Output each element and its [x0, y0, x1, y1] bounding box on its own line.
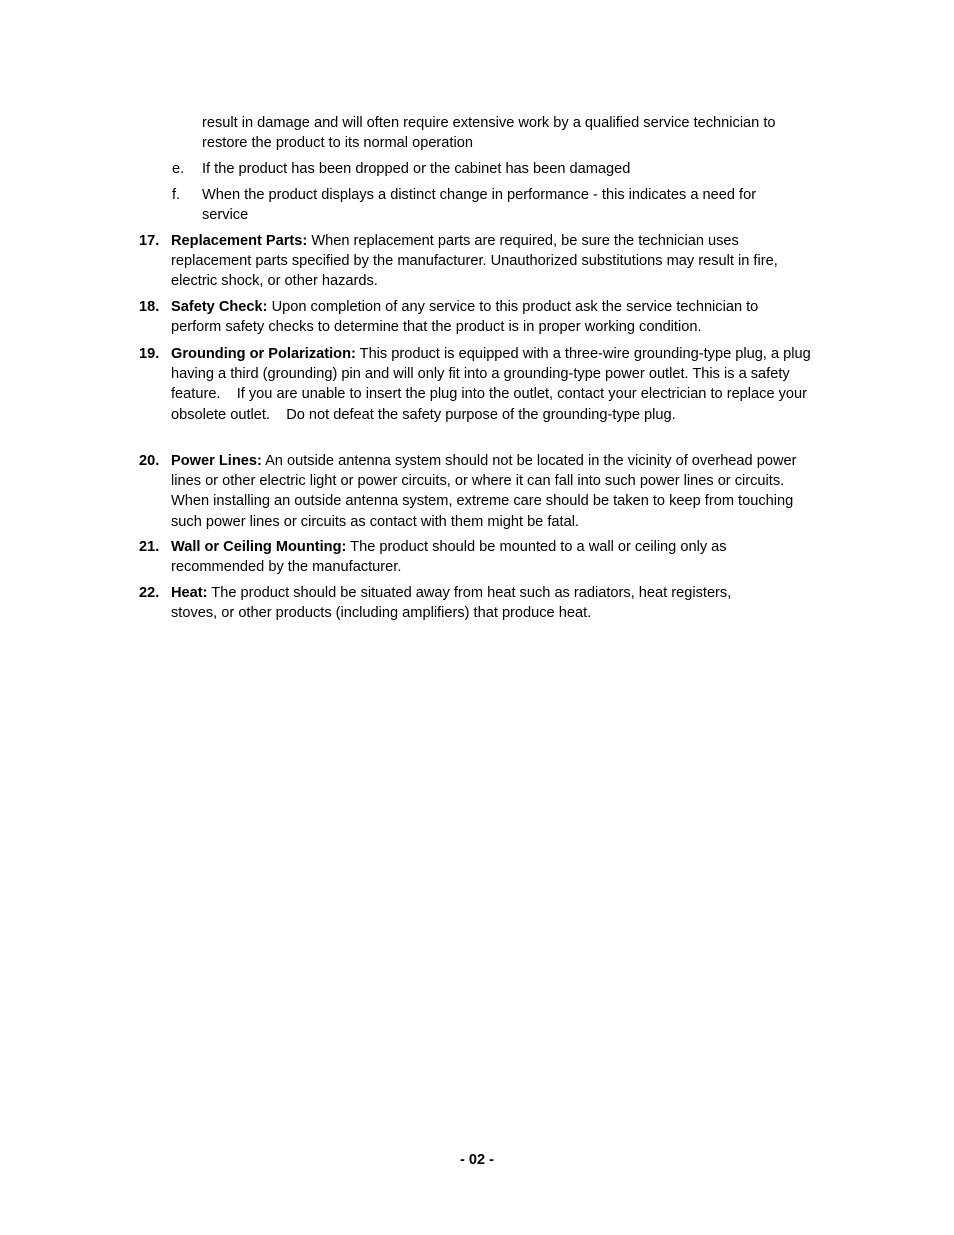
item-body: [171, 297, 806, 337]
page-number: - 02 -: [459, 1152, 495, 1168]
item-heading: Power Lines:: [171, 453, 262, 469]
item-number: 18.: [139, 299, 160, 315]
item-text: This product is equipped with a three-wire grounding-type plug, a plug having a third (grounding) pin and will only fit into a grounding-type power outlet. This is a safety feature. If you are unable to insert the plug into the outlet, contact your electrician to replace your obsolete outlet. Do not defeat the safety purpose of the grounding-type plug.: [171, 346, 815, 423]
item-number: 19.: [139, 346, 160, 362]
item-body: [171, 451, 801, 532]
item-heading: Safety Check:: [171, 299, 268, 315]
item-number: 21.: [139, 539, 160, 555]
list-item-text: If the product has been dropped or the cabinet has been damaged: [202, 161, 631, 177]
item-text: When replacement parts are required, be sure the technician uses replacement parts specified by the manufacturer. Unauthorized substitutions may result in fire, electric shock, or other hazards.: [171, 233, 778, 290]
continuation-text: result in damage and will often require extensive work by a qualified service technician to restore the product to its normal operation: [202, 115, 776, 152]
item-text: The product should be mounted to a wall or ceiling only as recommended by the manufacturer.: [171, 539, 727, 576]
item-number: 20.: [139, 453, 160, 469]
item-heading: Heat:: [171, 585, 208, 601]
list-item-label: f.: [172, 187, 181, 203]
item-heading: Replacement Parts:: [171, 233, 308, 249]
item-body: [171, 583, 776, 623]
item-heading: Wall or Ceiling Mounting:: [171, 539, 347, 555]
item-body: [171, 231, 796, 292]
item-body: [171, 344, 815, 425]
item-text: The product should be situated away from heat such as radiators, heat registers, stoves, or other products (including amplifiers) that produce heat.: [171, 585, 732, 622]
item-text: An outside antenna system should not be located in the vicinity of overhead power lines or other electric light or power circuits, or where it can fall into such power lines or circuits. When installing an outside antenna system, extreme care should be taken to keep from touching such power lines or circuits as contact with them might be fatal.: [171, 453, 801, 530]
item-body: [171, 537, 771, 577]
list-item-text: When the product displays a distinct change in performance - this indicates a need for service: [202, 187, 757, 224]
item-text: Upon completion of any service to this product ask the service technician to perform safety checks to determine that the product is in proper working condition.: [171, 299, 759, 336]
list-item-label: e.: [172, 161, 185, 177]
item-number: 22.: [139, 585, 160, 601]
item-heading: Grounding or Polarization:: [171, 346, 356, 362]
item-number: 17.: [139, 233, 160, 249]
